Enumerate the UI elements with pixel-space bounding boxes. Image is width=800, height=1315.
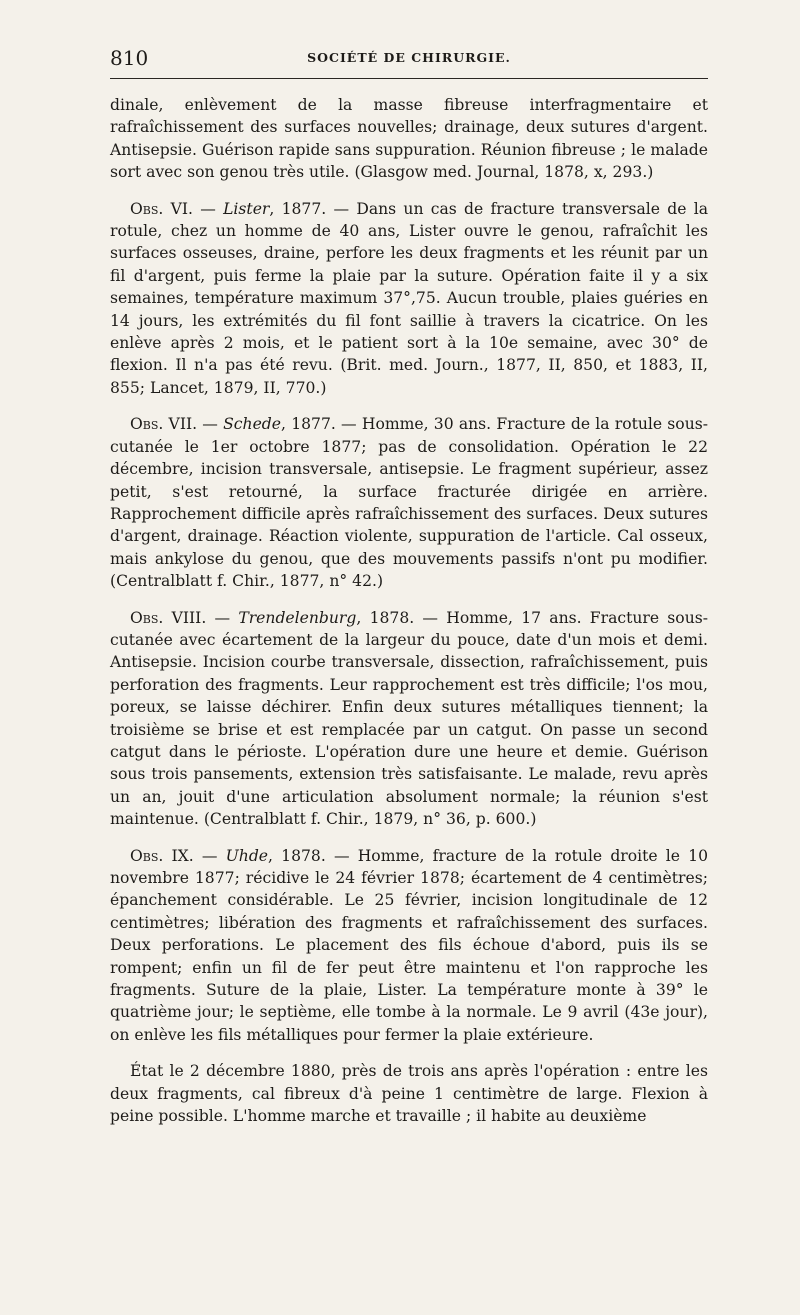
running-head: SOCIÉTÉ DE CHIRURGIE. — [307, 50, 511, 65]
observation-year: 1878 — [281, 846, 321, 865]
observation-year: 1877 — [281, 199, 322, 218]
paragraph-state-1880: État le 2 décembre 1880, près de trois ans après l'opération : entre les deux fragments, cal fibreux d'à peine 1 centimètre de large. Flexion à peine possible. L'homme marche et travaille ; il habite au deuxième — [110, 1062, 708, 1126]
observation-ix: Obs. IX. — Uhde, 1878. — Homme, fracture de la rotule droite le 10 novembre 1877; récidive le 24 février 1878; écartement de 4 centimètres; épanchement considérable. Le 25 février, incision longitudinale de 12 centimètres; libération des fragments et rafraîchissement des surfaces. Deux perforations. Le placement des fils échoue d'abord, puis ils se rompent; enfin un fil de fer peut être maintenu et l'on rapproche les fragments. Suture de la plaie, Lister. La température monte à 39° le quatrième jour; le septième, elle tombe à la normale. Le 9 avril (43e jour), on enlève les fils métalliques pour fermer la plaie extérieure. — [110, 846, 708, 1044]
page-header — [110, 46, 708, 72]
page-number: 810 — [110, 46, 149, 70]
observation-text: Homme, 30 ans. Fracture de la rotule sous-cutanée le 1er octobre 1877; pas de consolidation. Opération le 22 décembre, incision transversale, antisepsie. Le fragment supérieur, assez petit, s'est retourné, la surface fracturée dirigée en arrière. Rapprochement difficile après rafraîchissement des surfaces. Deux sutures d'argent, drainage. Réaction violente, suppuration de l'article. Cal osseux, mais ankylose du genou, que des mouvements passifs n'ont pu modifier. (Centralblatt f. Chir., 1877, n° 42.) — [110, 415, 709, 591]
observation-author: Trendelenburg — [238, 608, 357, 627]
observation-author: Schede — [223, 415, 282, 434]
observation-text: Homme, fracture de la rotule droite le 10 novembre 1877; récidive le 24 février 1878; écartement de 4 centimètres; épanchement considérable. Le 25 février, incision longitudinale de 12 centimètres; libération des fragments et rafraîchissement des surfaces. Deux perforations. Le placement des fils échoue d'abord, puis ils se rompent; enfin un fil de fer peut être maintenu et l'on rapproche les fragments. Suture de la plaie, Lister. La température monte à 39° le quatrième jour; le septième, elle tombe à la normale. Le 9 avril (43e jour), on enlève les fils métalliques pour fermer la plaie extérieure. — [110, 846, 708, 1044]
paragraph-continuation: dinale, enlèvement de la masse fibreuse interfragmentaire et rafraîchissement des surfaces nouvelles; drainage, deux sutures d'argent. Antisepsie. Guérison rapide sans suppuration. Réunion fibreuse ; le malade sort avec son genou très utile. (Glasgow med. Journal, 1878, x, 293.) — [110, 96, 708, 182]
observation-vii: Obs. VII. — Schede, 1877. — Homme, 30 ans. Fracture de la rotule sous-cutanée le 1er octobre 1877; pas de consolidation. Opération le 22 décembre, incision transversale, antisepsie. Le fragment supérieur, assez petit, s'est retourné, la surface fracturée dirigée en arrière. Rapprochement difficile après rafraîchissement des surfaces. Deux sutures d'argent, drainage. Réaction violente, suppuration de l'article. Cal osseux, mais ankylose du genou, que des mouvements passifs n'ont pu modifier. (Centralblatt f. Chir., 1877, n° 42.) — [110, 415, 709, 591]
observation-year: 1877 — [291, 415, 331, 434]
observation-text: Dans un cas de fracture transversale de la rotule, chez un homme de 40 ans, Lister ouvre le genou, rafraîchit les surfaces osseuses, draine, perfore les deux fragments et les réunit par un fil d'argent, puis ferme la plaie par la suture. Opération faite il y a six semaines, température maximum 37°,75. Aucun trouble, plaies guéries en 14 jours, les extrémités du fil font saillie à travers la cicatrice. On les enlève après 2 mois, et le patient sort à la 10e semaine, avec 30° de flexion. Il n'a pas été revu. (Brit. med. Journ., 1877, II, 850, et 1883, II, 855; Lancet, 1879, II, 770.) — [110, 199, 708, 397]
body-text — [110, 94, 708, 1127]
observation-text: Homme, 17 ans. Fracture sous-cutanée avec écartement de la largeur du pouce, date d'un mois et demi. Antisepsie. Incision courbe transversale, dissection, rafraîchissement, puis perforation des fragments. Leur rapprochement est très difficile; l'os mou, poreux, se laisse déchirer. Enfin deux sutures métalliques tiennent; la troisième se brise et est remplacée par un catgut. On passe un second catgut dans le périoste. L'opération dure une heure et demie. Guérison sous trois pansements, extension très satisfaisante. Le malade, revu après un an, jouit d'une articulation absolument normale; la réunion s'est maintenue. (Centralblatt f. Chir., 1879, n° 36, p. 600.) — [110, 608, 709, 829]
observation-author: Lister — [223, 199, 270, 218]
observation-year: 1878 — [369, 608, 410, 627]
observation-vi: Obs. VI. — Lister, 1877. — Dans un cas de fracture transversale de la rotule, chez un homme de 40 ans, Lister ouvre le genou, rafraîchit les surfaces osseuses, draine, perfore les deux fragments et les réunit par un fil d'argent, puis ferme la plaie par la suture. Opération faite il y a six semaines, température maximum 37°,75. Aucun trouble, plaies guéries en 14 jours, les extrémités du fil font saillie à travers la cicatrice. On les enlève après 2 mois, et le patient sort à la 10e semaine, avec 30° de flexion. Il n'a pas été revu. (Brit. med. Journ., 1877, II, 850, et 1883, II, 855; Lancet, 1879, II, 770.) — [110, 199, 708, 397]
observation-viii: Obs. VIII. — Trendelenburg, 1878. — Homme, 17 ans. Fracture sous-cutanée avec écartement de la largeur du pouce, date d'un mois et demi. Antisepsie. Incision courbe transversale, dissection, rafraîchissement, puis perforation des fragments. Leur rapprochement est très difficile; l'os mou, poreux, se laisse déchirer. Enfin deux sutures métalliques tiennent; la troisième se brise et est remplacée par un catgut. On passe un second catgut dans le périoste. L'opération dure une heure et demie. Guérison sous trois pansements, extension très satisfaisante. Le malade, revu après un an, jouit d'une articulation absolument normale; la réunion s'est maintenue. (Centralblatt f. Chir., 1879, n° 36, p. 600.) — [110, 608, 709, 829]
observation-label: Obs. VIII. — [130, 608, 207, 627]
observation-author: Uhde — [225, 846, 269, 865]
observation-label: Obs. VII. — [130, 415, 198, 434]
header-rule — [110, 78, 708, 79]
observation-label: Obs. IX. — [130, 846, 194, 865]
observation-label: Obs. VI. — [130, 199, 193, 218]
